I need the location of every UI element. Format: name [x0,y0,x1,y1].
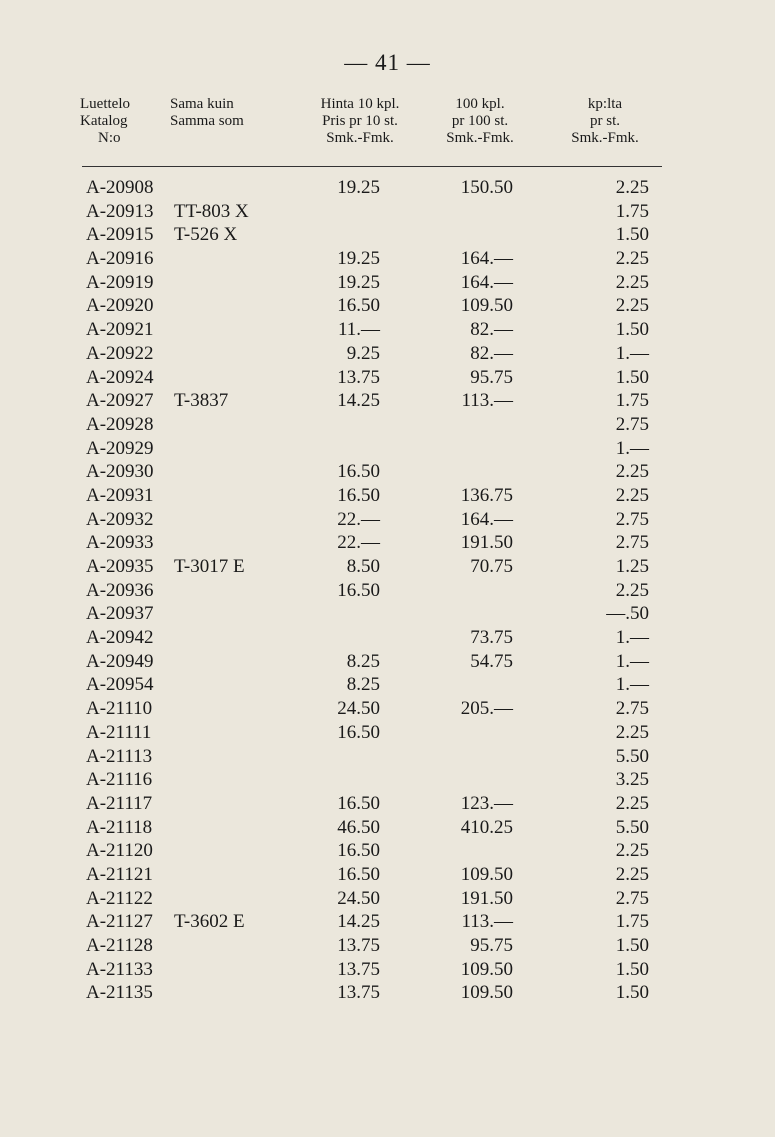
catalog-number: A-20933 [86,532,154,554]
price-per-10: 24.50 [337,698,380,720]
price-per-10: 16.50 [337,295,380,317]
price-each: 2.25 [615,840,649,862]
price-per-100: 150.50 [460,177,513,198]
header-price-100: 100 kpl. pr 100 st. Smk.-Fmk. [446,96,514,146]
catalog-number: A-20936 [86,579,154,601]
catalog-number: A-20924 [86,366,154,388]
price-each: 1.75 [615,911,649,933]
price-per-10: 8.50 [346,556,380,577]
table-row [0,508,775,532]
table-row [0,792,775,816]
catalog-number: A-20927 [86,390,154,412]
price-per-100: 410.25 [460,816,513,838]
table-row [0,200,775,224]
price-each: 2.25 [615,461,649,483]
price-per-10: 13.75 [337,982,380,1004]
table-row [0,602,775,626]
catalog-number: A-20915 [86,224,154,246]
price-each: 5.50 [615,816,649,838]
catalog-number: A-20937 [86,603,154,625]
price-each: 1.50 [615,935,649,956]
price-per-10: 11.— [337,319,380,341]
catalog-number: A-20916 [86,248,154,270]
catalog-number: A-20929 [86,437,154,459]
price-per-10: 16.50 [337,484,380,506]
catalog-number: A-20949 [86,650,154,672]
table-row [0,721,775,745]
catalog-number: A-21122 [86,887,153,909]
price-per-10: 9.25 [346,342,380,364]
table-row [0,697,775,721]
price-per-10: 8.25 [346,650,380,672]
catalog-number: A-20921 [86,319,154,341]
same-as-code: T-3602 E [174,911,245,933]
header-price-10: Hinta 10 kpl. Pris pr 10 st. Smk.-Fmk. [320,96,400,146]
price-per-100: 113.— [461,911,513,933]
price-each: 1.— [615,437,649,459]
price-each: 3.25 [615,769,649,791]
price-each: 1.75 [615,390,649,412]
price-each: —.50 [606,603,649,625]
catalog-number: A-21110 [86,698,153,720]
price-each: 2.25 [615,177,649,198]
same-as-code: T-3837 [174,390,229,412]
catalog-number: A-20942 [86,627,154,649]
table-row [0,579,775,603]
catalog-number: A-21120 [86,840,153,862]
header-catalog: Luettelo Katalog N:o [80,96,130,146]
price-per-100: 164.— [460,248,513,270]
price-each: 1.— [615,650,649,672]
table-row [0,934,775,958]
catalog-number: A-20913 [86,200,154,222]
price-each: 1.— [615,627,649,649]
table-row [0,484,775,508]
catalog-number: A-20935 [86,556,154,577]
header-price-each: kp:lta pr st. Smk.-Fmk. [571,96,639,146]
price-per-10: 8.25 [346,674,380,696]
price-per-100: 136.75 [460,484,513,506]
price-per-100: 70.75 [470,556,513,577]
table-row [0,673,775,697]
table-row [0,555,775,579]
price-each: 1.50 [615,958,649,980]
catalog-number: A-21116 [86,769,153,791]
price-each: 2.25 [615,248,649,270]
price-each: 2.25 [615,579,649,601]
catalog-number: A-20954 [86,674,154,696]
catalog-number: A-20920 [86,295,154,317]
price-each: 1.50 [615,982,649,1004]
catalog-number: A-20928 [86,413,154,435]
catalog-number: A-21135 [86,982,153,1004]
price-per-10: 13.75 [337,935,380,956]
page-number: — 41 — [344,50,431,75]
price-per-100: 205.— [460,698,513,720]
price-each: 1.50 [615,319,649,341]
price-per-100: 54.75 [470,650,513,672]
table-row [0,531,775,555]
price-per-100: 95.75 [470,366,513,388]
price-per-100: 191.50 [460,887,513,909]
price-each: 2.25 [615,271,649,293]
price-per-100: 73.75 [470,627,513,649]
price-each: 1.25 [615,556,649,577]
header-same-as: Sama kuin Samma som [170,96,244,129]
same-as-code: T-526 X [174,224,238,246]
table-row [0,271,775,295]
catalog-number: A-21111 [86,721,152,743]
catalog-number: A-21121 [86,863,153,885]
price-per-10: 19.25 [337,271,380,293]
table-row [0,247,775,271]
table-row [0,176,775,200]
table-row [0,626,775,650]
table-row [0,910,775,934]
price-per-100: 191.50 [460,532,513,554]
price-per-100: 82.— [470,319,513,341]
table-row [0,342,775,366]
price-per-10: 22.— [337,532,380,554]
price-per-100: 164.— [460,508,513,530]
price-each: 2.75 [615,532,649,554]
table-row [0,768,775,792]
price-per-10: 16.50 [337,863,380,885]
price-per-100: 95.75 [470,935,513,956]
price-each: 1.— [615,342,649,364]
price-per-10: 13.75 [337,958,380,980]
price-per-10: 16.50 [337,721,380,743]
catalog-number: A-20930 [86,461,154,483]
price-each: 1.— [615,674,649,696]
price-per-10: 13.75 [337,366,380,388]
table-row [0,745,775,769]
table-row [0,294,775,318]
same-as-code: TT-803 X [174,200,249,222]
price-per-10: 16.50 [337,579,380,601]
price-each: 2.25 [615,295,649,317]
table-row [0,863,775,887]
table-header [0,96,775,162]
price-per-10: 46.50 [337,816,380,838]
table-row [0,437,775,461]
catalog-number: A-20908 [86,177,154,198]
catalog-number: A-21127 [86,911,153,933]
table-row [0,958,775,982]
price-each: 2.75 [615,413,649,435]
price-per-10: 19.25 [337,177,380,198]
table-row [0,460,775,484]
catalog-number: A-21117 [86,792,153,814]
price-table [0,176,775,1005]
price-per-100: 82.— [470,342,513,364]
table-row [0,839,775,863]
price-per-10: 16.50 [337,840,380,862]
price-per-10: 22.— [337,508,380,530]
catalog-number: A-20922 [86,342,154,364]
catalog-number: A-21133 [86,958,153,980]
table-row [0,981,775,1005]
price-each: 2.75 [615,887,649,909]
catalog-number: A-20932 [86,508,154,530]
catalog-number: A-21118 [86,816,153,838]
price-each: 2.25 [615,792,649,814]
table-row [0,366,775,390]
table-row [0,223,775,247]
price-per-10: 19.25 [337,248,380,270]
price-each: 1.50 [615,366,649,388]
price-per-100: 164.— [460,271,513,293]
table-row [0,413,775,437]
price-per-10: 16.50 [337,792,380,814]
price-each: 2.75 [615,508,649,530]
price-per-10: 24.50 [337,887,380,909]
catalog-number: A-21128 [86,935,153,956]
price-each: 2.25 [615,721,649,743]
price-per-10: 14.25 [337,911,380,933]
price-per-100: 113.— [461,390,513,412]
catalog-number: A-20919 [86,271,154,293]
price-per-100: 109.50 [460,982,513,1004]
price-each: 2.25 [615,863,649,885]
price-each: 5.50 [615,745,649,767]
price-per-100: 109.50 [460,863,513,885]
table-row [0,816,775,840]
price-per-10: 14.25 [337,390,380,412]
table-row [0,887,775,911]
header-divider [82,166,662,167]
price-per-100: 109.50 [460,295,513,317]
price-each: 2.25 [615,484,649,506]
same-as-code: T-3017 E [174,556,245,577]
price-per-100: 109.50 [460,958,513,980]
price-per-10: 16.50 [337,461,380,483]
catalog-number: A-20931 [86,484,154,506]
catalog-number: A-21113 [86,745,153,767]
price-per-100: 123.— [460,792,513,814]
price-each: 1.75 [615,200,649,222]
price-each: 2.75 [615,698,649,720]
table-row [0,650,775,674]
price-each: 1.50 [615,224,649,246]
table-row [0,389,775,413]
table-row [0,318,775,342]
